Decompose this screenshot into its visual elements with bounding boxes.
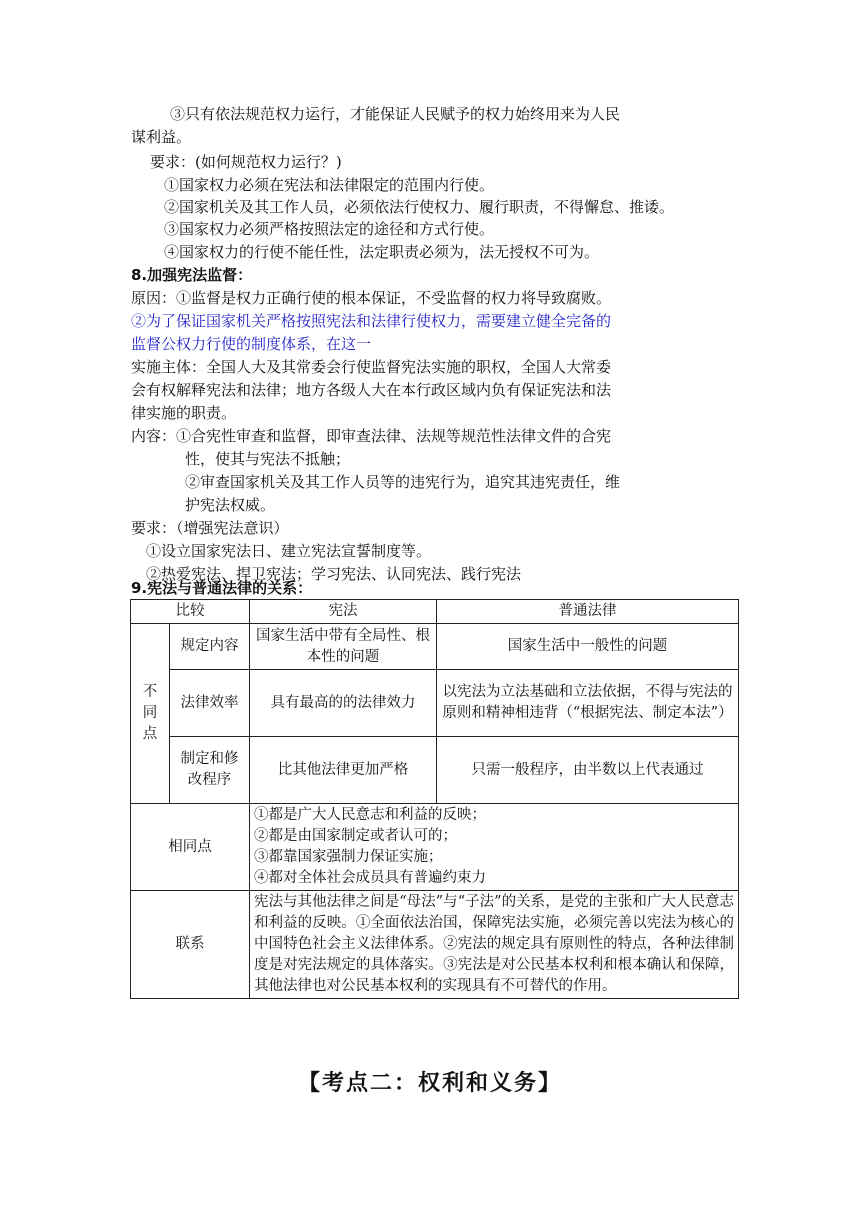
- section8-content-1: 内容：①合宪性审查和监督，即审查法律、法规等规范性法律文件的合宪: [131, 427, 612, 445]
- row1-constitution: 国家生活中带有全局性、根本性的问题: [250, 624, 437, 670]
- intro-point3-line2: 谋利益。: [131, 128, 192, 146]
- similarity-1: ①都是广大人民意志和利益的反映；: [254, 807, 486, 823]
- row3-label: 制定和修改程序: [170, 737, 250, 804]
- table-row: [131, 670, 739, 737]
- section9-heading: 9.宪法与普通法律的关系：: [131, 579, 313, 597]
- intro-requirement-3: ③国家权力必须严格按照法定的途径和方式行使。: [164, 220, 495, 238]
- section8-subject-2: 会有权解释宪法和法律；地方各级人大在本行政区域内负有保证宪法和法: [131, 381, 612, 399]
- section8-requirement-1: ①设立国家宪法日、建立宪法宣誓制度等。: [146, 542, 432, 560]
- section8-content-2: 性，使其与宪法不抵触；: [185, 450, 351, 468]
- table-row-connection: [131, 891, 739, 999]
- section8-reason-2a: ②为了保证国家机关严格按照宪法和法律行使权力，需要建立健全完备的: [131, 312, 612, 330]
- similarity-2: ②都是由国家制定或者认可的；: [254, 828, 457, 844]
- section8-content-4: 护宪法权威。: [185, 496, 276, 514]
- similarity-4: ④都对全体社会成员具有普遍约束力: [254, 870, 486, 886]
- intro-requirement-4: ④国家权力的行使不能任性，法定职责必须为，法无授权不可为。: [164, 243, 600, 261]
- header-compare: 比较: [131, 600, 250, 624]
- section8-requirement: 要求：（增强宪法意识）: [131, 519, 289, 537]
- intro-requirement-label: 要求：(如何规范权力运行？): [150, 153, 342, 171]
- differences-label: 不同点: [131, 624, 170, 804]
- section8-subject-3: 律实施的职责。: [131, 404, 237, 422]
- header-ordinary-law: 普通法律: [437, 600, 739, 624]
- row2-constitution: 具有最高的的法律效力: [250, 670, 437, 737]
- section8-requirement-2: ②热爱宪法、捍卫宪法；学习宪法、认同宪法、践行宪法: [146, 565, 522, 583]
- section8-subject-1: 实施主体：全国人大及其常委会行使监督宪法实施的职权，全国人大常委: [131, 358, 612, 376]
- section8-heading: 8.加强宪法监督：: [131, 266, 253, 284]
- section8-reason-2b: 监督公权力行使的制度体系，在这一: [131, 335, 372, 353]
- row3-constitution: 比其他法律更加严格: [250, 737, 437, 804]
- section8-content-3: ②审查国家机关及其工作人员等的违宪行为，追究其违宪责任，维: [185, 473, 621, 491]
- row2-ordinary: 以宪法为立法基础和立法依据，不得与宪法的原则和精神相违背（“根据宪法、制定本法”）: [437, 670, 739, 737]
- row1-ordinary: 国家生活中一般性的问题: [437, 624, 739, 670]
- comparison-table: [130, 599, 739, 999]
- header-constitution: 宪法: [250, 600, 437, 624]
- connection-text: 宪法与其他法律之间是“母法”与“子法”的关系，是党的主张和广大人民意志和利益的反映。①全面依法治国，保障宪法实施，必须完善以宪法为核心的中国特色社会主义法律体系。②宪法的规定具有原则性的特点，各种法律制度是对宪法规定的具体落实。③宪法是对公民基本权利和根本确认和保障，其他法律也对公民基本权利的实现具有不可替代的作用。: [250, 891, 739, 999]
- similarities-cell: [250, 804, 739, 891]
- similarities-label: 相同点: [131, 804, 250, 891]
- row3-ordinary: 只需一般程序，由半数以上代表通过: [437, 737, 739, 804]
- table-row: [131, 737, 739, 804]
- intro-requirement-1: ①国家权力必须在宪法和法律限定的范围内行使。: [164, 176, 495, 194]
- similarity-3: ③都靠国家强制力保证实施；: [254, 849, 443, 865]
- connection-label: 联系: [131, 891, 250, 999]
- intro-point3-line1: ③只有依法规范权力运行，才能保证人民赋予的权力始终用来为人民: [170, 105, 621, 123]
- table-header-row: [131, 600, 739, 624]
- table-row-similarities: [131, 804, 739, 891]
- next-section-title: 【考点二：权利和义务】: [297, 1071, 562, 1096]
- row1-label: 规定内容: [170, 624, 250, 670]
- section8-reason-1: 原因：①监督是权力正确行使的根本保证，不受监督的权力将导致腐败。: [131, 289, 612, 307]
- intro-requirement-2: ②国家机关及其工作人员，必须依法行使权力、履行职责，不得懈怠、推诿。: [164, 198, 675, 216]
- row2-label: 法律效率: [170, 670, 250, 737]
- table-row: [131, 624, 739, 670]
